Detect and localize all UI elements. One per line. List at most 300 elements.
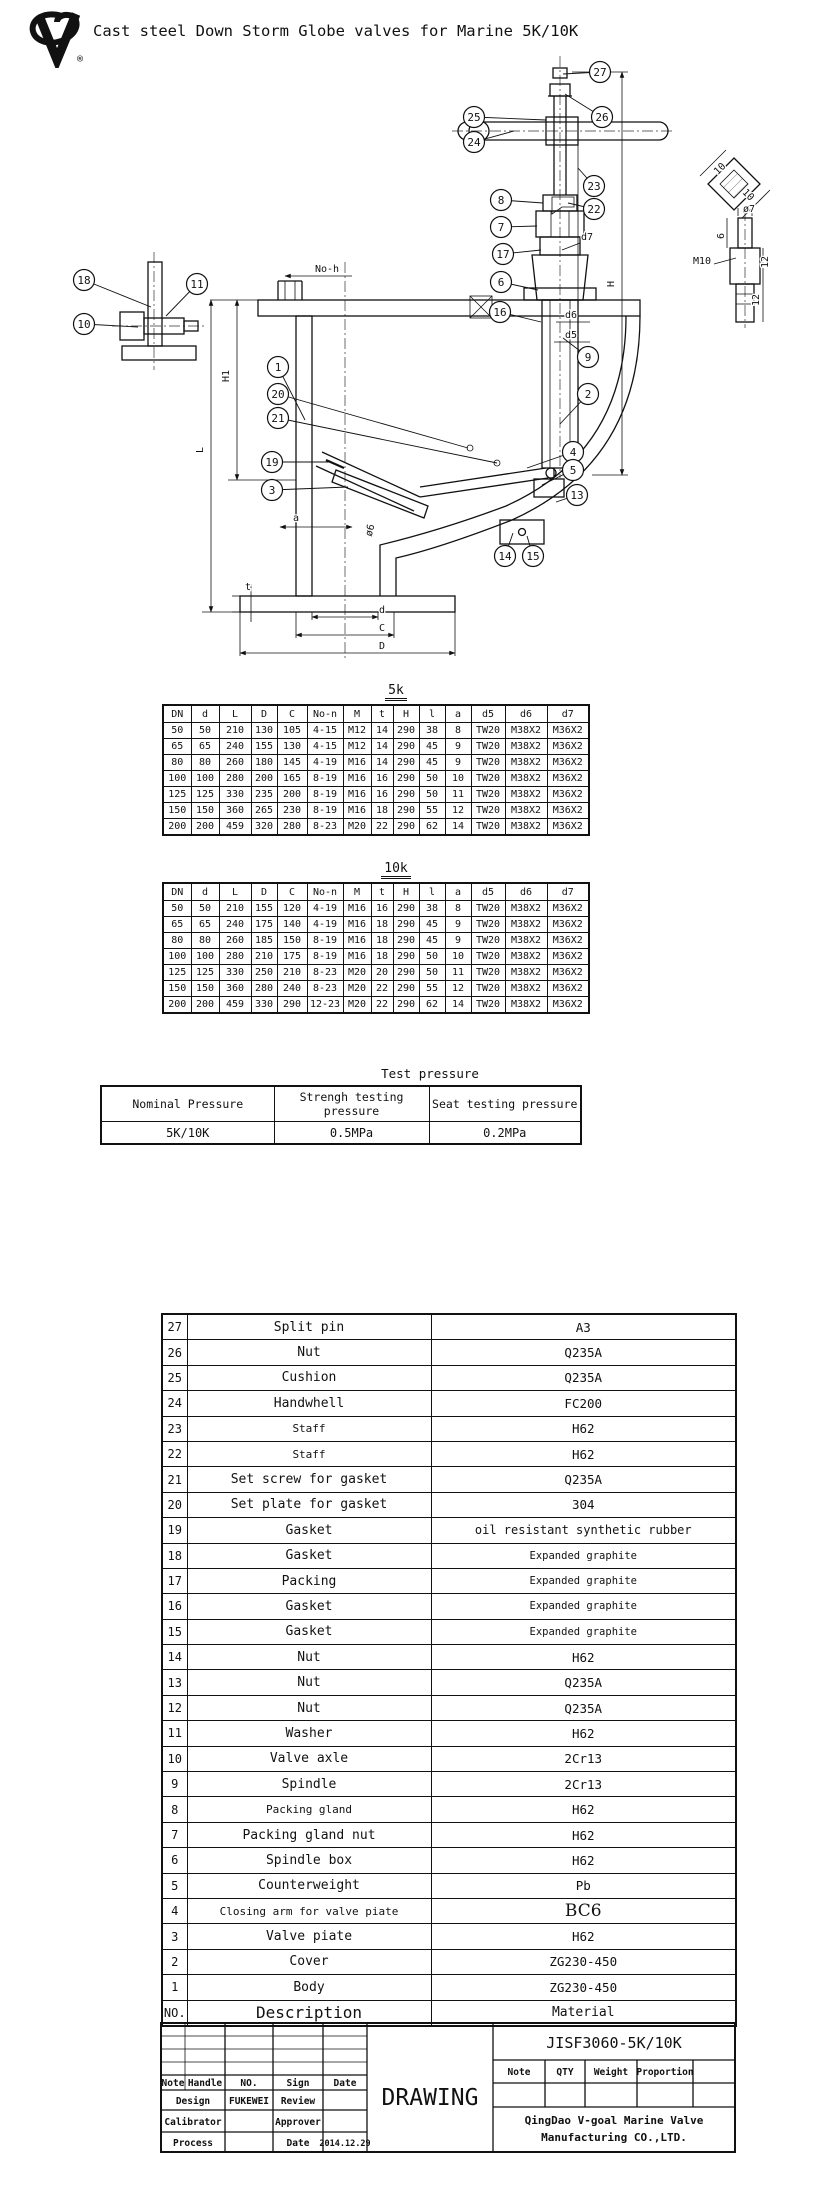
svg-text:15: 15 — [526, 549, 540, 563]
cell: 50 — [419, 771, 445, 787]
dim-label-10: 10 — [712, 161, 729, 178]
column-header: Seat testing pressure — [429, 1086, 581, 1122]
proportion-col-header: Proportion — [636, 2067, 694, 2078]
column-header: D — [251, 883, 277, 901]
column-header: d6 — [505, 705, 547, 723]
cell: Spindle — [187, 1772, 431, 1797]
cell: 200 — [251, 771, 277, 787]
svg-text:14: 14 — [498, 549, 512, 563]
cell: M36X2 — [547, 981, 589, 997]
cell: M38X2 — [505, 981, 547, 997]
table-row — [162, 1975, 736, 2000]
cell: H62 — [431, 1924, 736, 1949]
dim-label-12: 12 — [760, 255, 771, 269]
cell: Q235A — [431, 1340, 736, 1365]
dim-label-t: t — [244, 582, 252, 593]
cell: TW20 — [471, 787, 505, 803]
dim-label-M10: M10 — [692, 256, 712, 267]
note-col-header: Note — [507, 2067, 531, 2078]
svg-text:25: 25 — [467, 110, 481, 124]
cell: H62 — [431, 1721, 736, 1746]
table-row — [162, 1797, 736, 1822]
cell: 180 — [251, 755, 277, 771]
cell: M36X2 — [547, 949, 589, 965]
table-row — [163, 933, 589, 949]
cell: M38X2 — [505, 771, 547, 787]
cell: 14 — [371, 723, 393, 739]
cell: 50 — [419, 787, 445, 803]
cell: H62 — [431, 1822, 736, 1847]
column-header: C — [277, 883, 307, 901]
cell: 330 — [219, 787, 251, 803]
cell: 18 — [162, 1543, 187, 1568]
cell: M38X2 — [505, 819, 547, 836]
svg-text:18: 18 — [77, 273, 91, 287]
column-header: d5 — [471, 705, 505, 723]
cell: 45 — [419, 917, 445, 933]
no-header: NO. — [240, 2078, 258, 2089]
cell: 65 — [191, 739, 219, 755]
cell: 130 — [277, 739, 307, 755]
cell: 25 — [162, 1365, 187, 1390]
cell: 50 — [191, 901, 219, 917]
table-row — [162, 1365, 736, 1390]
cell: 165 — [277, 771, 307, 787]
cell: 304 — [431, 1492, 736, 1517]
cell: M36X2 — [547, 997, 589, 1014]
cell: M36X2 — [547, 917, 589, 933]
cell: M38X2 — [505, 917, 547, 933]
cell: 200 — [277, 787, 307, 803]
cell: 8-19 — [307, 949, 343, 965]
svg-text:16: 16 — [493, 305, 507, 319]
cell: 62 — [419, 819, 445, 836]
balloon-18 — [74, 270, 152, 308]
table-row — [162, 1441, 736, 1466]
cell: 16 — [371, 901, 393, 917]
table-row — [162, 1848, 736, 1873]
cell: A3 — [431, 1314, 736, 1340]
cell: 50 — [419, 949, 445, 965]
cell: M38X2 — [505, 723, 547, 739]
cell: 18 — [371, 933, 393, 949]
cell: 22 — [371, 997, 393, 1014]
cell: 4-19 — [307, 901, 343, 917]
balloon-21 — [268, 408, 498, 464]
parts-list-table — [161, 1313, 737, 2027]
cell: 10 — [162, 1746, 187, 1771]
cell: 16 — [162, 1594, 187, 1619]
cell: 290 — [393, 723, 419, 739]
cell: 8 — [445, 901, 471, 917]
cell: 185 — [251, 933, 277, 949]
table-row — [162, 1594, 736, 1619]
cell: 11 — [162, 1721, 187, 1746]
dim-label-C: C — [378, 623, 386, 634]
cell: 22 — [162, 1441, 187, 1466]
size-table-5k — [162, 704, 590, 836]
cell: 290 — [393, 933, 419, 949]
cell: M20 — [343, 965, 371, 981]
table-caption-5k: 5k — [352, 683, 440, 698]
column-header: t — [371, 883, 393, 901]
footer-cell: Material — [431, 2000, 736, 2026]
balloon-13 — [556, 485, 588, 506]
cell: 290 — [393, 981, 419, 997]
svg-text:22: 22 — [587, 202, 601, 216]
cell: 14 — [371, 739, 393, 755]
cell: M38X2 — [505, 739, 547, 755]
table-row — [162, 1873, 736, 1898]
cell: 125 — [191, 965, 219, 981]
cell: FC200 — [431, 1391, 736, 1416]
cell: M38X2 — [505, 901, 547, 917]
balloon-10 — [74, 314, 139, 335]
svg-text:7: 7 — [497, 220, 505, 234]
table-row — [162, 1518, 736, 1543]
column-header: Nominal Pressure — [101, 1086, 274, 1122]
table-row — [162, 1619, 736, 1644]
cell: 16 — [371, 787, 393, 803]
column-header: a — [445, 883, 471, 901]
cell: 45 — [419, 755, 445, 771]
cell: 175 — [251, 917, 277, 933]
page-title: Cast steel Down Storm Globe valves for Marine 5K/10K — [93, 22, 579, 40]
svg-text:6: 6 — [497, 275, 505, 289]
cell: 8-23 — [307, 819, 343, 836]
cell: 4-19 — [307, 755, 343, 771]
balloon-23 — [578, 168, 605, 197]
dim-label-D: D — [378, 641, 386, 652]
column-header: H — [393, 883, 419, 901]
cell: 290 — [393, 803, 419, 819]
cell: Q235A — [431, 1365, 736, 1390]
table-row — [163, 997, 589, 1014]
balloon-7 — [491, 217, 538, 238]
weight-col-header: Weight — [593, 2067, 629, 2078]
cell: ZG230-450 — [431, 1975, 736, 2000]
cell: 6 — [162, 1848, 187, 1873]
dim-label-d6: d6 — [564, 310, 578, 321]
cell: 20 — [162, 1492, 187, 1517]
cell: M16 — [343, 803, 371, 819]
cell: 8-23 — [307, 965, 343, 981]
table-row — [163, 739, 589, 755]
approver-label: Approver — [275, 2117, 321, 2128]
cell: 18 — [371, 803, 393, 819]
cell: 265 — [251, 803, 277, 819]
review-label: Review — [280, 2096, 316, 2107]
header-row — [163, 883, 589, 901]
cell: 290 — [393, 787, 419, 803]
column-header: l — [419, 705, 445, 723]
cell: 290 — [393, 997, 419, 1014]
cell: 100 — [163, 771, 191, 787]
valve-assembly-drawing — [0, 40, 830, 700]
table-row — [162, 1314, 736, 1340]
cell: Split pin — [187, 1314, 431, 1340]
cell: M16 — [343, 771, 371, 787]
cell: 4-15 — [307, 739, 343, 755]
cell: 21 — [162, 1467, 187, 1492]
cell: 280 — [251, 981, 277, 997]
cell: 8-19 — [307, 771, 343, 787]
cell: 8-19 — [307, 787, 343, 803]
table-row — [162, 1772, 736, 1797]
column-header: M — [343, 705, 371, 723]
cell: 14 — [162, 1645, 187, 1670]
note-header: Note — [161, 2078, 185, 2089]
cell: 280 — [219, 771, 251, 787]
cell: 150 — [191, 803, 219, 819]
header-row — [163, 705, 589, 723]
cell: 45 — [419, 933, 445, 949]
table-row — [162, 1467, 736, 1492]
cell: Pb — [431, 1873, 736, 1898]
cell: 130 — [251, 723, 277, 739]
cell: 8 — [445, 723, 471, 739]
cell: M12 — [343, 739, 371, 755]
table-row — [163, 917, 589, 933]
cell: H62 — [431, 1416, 736, 1441]
cell: 230 — [277, 803, 307, 819]
cell: 290 — [393, 771, 419, 787]
cell: Expanded graphite — [431, 1568, 736, 1593]
cell: TW20 — [471, 819, 505, 836]
svg-text:2: 2 — [584, 387, 592, 401]
cell: 12 — [445, 803, 471, 819]
column-header: DN — [163, 705, 191, 723]
design-label: Design — [175, 2096, 211, 2107]
drain-plug-detail — [120, 262, 198, 360]
cell: M16 — [343, 933, 371, 949]
cell: 260 — [219, 933, 251, 949]
cell: 11 — [445, 787, 471, 803]
svg-text:19: 19 — [265, 455, 279, 469]
column-header: D — [251, 705, 277, 723]
cell: 100 — [163, 949, 191, 965]
cell: M36X2 — [547, 723, 589, 739]
cell: 55 — [419, 981, 445, 997]
cell: 5K/10K — [101, 1122, 274, 1145]
svg-text:24: 24 — [467, 135, 481, 149]
dim-label-H: H — [606, 280, 617, 288]
cell: Spindle box — [187, 1848, 431, 1873]
table-row — [162, 1568, 736, 1593]
cell: H62 — [431, 1645, 736, 1670]
cell: Handwhell — [187, 1391, 431, 1416]
cell: M38X2 — [505, 755, 547, 771]
cell: M36X2 — [547, 965, 589, 981]
column-header: L — [219, 883, 251, 901]
cell: 13 — [162, 1670, 187, 1695]
cell: 150 — [163, 803, 191, 819]
cell: 210 — [219, 723, 251, 739]
cell: 12-23 — [307, 997, 343, 1014]
cell: 9 — [445, 933, 471, 949]
cell: 360 — [219, 803, 251, 819]
column-header: t — [371, 705, 393, 723]
cell: M36X2 — [547, 901, 589, 917]
cell: M16 — [343, 901, 371, 917]
cell: 145 — [277, 755, 307, 771]
svg-text:21: 21 — [271, 411, 285, 425]
cell: 330 — [219, 965, 251, 981]
cell: M16 — [343, 949, 371, 965]
cell: 80 — [163, 755, 191, 771]
cell: 8-19 — [307, 933, 343, 949]
cell: 0.2MPa — [429, 1122, 581, 1145]
table-row — [162, 1543, 736, 1568]
cell: 105 — [277, 723, 307, 739]
cell: M16 — [343, 755, 371, 771]
cell: Packing gland — [187, 1797, 431, 1822]
table-row — [162, 1949, 736, 1974]
cell: 125 — [163, 787, 191, 803]
cell: Staff — [187, 1416, 431, 1441]
cell: 12 — [162, 1695, 187, 1720]
cell: 2 — [162, 1949, 187, 1974]
cell: 290 — [277, 997, 307, 1014]
table-row — [163, 723, 589, 739]
cell: M16 — [343, 787, 371, 803]
svg-text:17: 17 — [496, 247, 510, 261]
sign-header: Sign — [286, 2078, 310, 2089]
cell: Set screw for gasket — [187, 1467, 431, 1492]
cell: ZG230-450 — [431, 1949, 736, 1974]
cell: 14 — [445, 819, 471, 836]
cell: 3 — [162, 1924, 187, 1949]
cell: 240 — [277, 981, 307, 997]
dim-label-6: 6 — [716, 232, 727, 240]
cell: 50 — [163, 901, 191, 917]
cell: 150 — [191, 981, 219, 997]
table-row — [162, 1695, 736, 1720]
cell: TW20 — [471, 965, 505, 981]
cell: M38X2 — [505, 965, 547, 981]
cell: 290 — [393, 755, 419, 771]
svg-text:5: 5 — [569, 463, 577, 477]
cell: 5 — [162, 1873, 187, 1898]
balloon-14 — [495, 533, 516, 567]
cell: 38 — [419, 901, 445, 917]
cell: M20 — [343, 981, 371, 997]
cell: M38X2 — [505, 933, 547, 949]
column-header: M — [343, 883, 371, 901]
company-name-line1: QingDao V-goal Marine Valve — [524, 2114, 704, 2127]
table-row — [162, 1822, 736, 1847]
cell: 19 — [162, 1518, 187, 1543]
column-header: l — [419, 883, 445, 901]
cell: M20 — [343, 997, 371, 1014]
balloon-25 — [464, 107, 547, 128]
cell: 38 — [419, 723, 445, 739]
cell: 150 — [163, 981, 191, 997]
cell: 16 — [371, 771, 393, 787]
column-header: Strengh testing pressure — [274, 1086, 429, 1122]
date-header: Date — [333, 2078, 357, 2089]
column-header: d — [191, 883, 219, 901]
table-row — [163, 803, 589, 819]
cell: 290 — [393, 917, 419, 933]
cell: 50 — [419, 965, 445, 981]
cell: 459 — [219, 819, 251, 836]
cell: 330 — [251, 997, 277, 1014]
cell: 14 — [445, 997, 471, 1014]
cell: 9 — [445, 739, 471, 755]
cell: 290 — [393, 819, 419, 836]
table-row — [162, 1492, 736, 1517]
cell: Expanded graphite — [431, 1619, 736, 1644]
cell: 155 — [251, 901, 277, 917]
cell: 459 — [219, 997, 251, 1014]
cell: Packing gland nut — [187, 1822, 431, 1847]
cell: Valve piate — [187, 1924, 431, 1949]
cell: 12 — [445, 981, 471, 997]
balloon-9 — [563, 338, 599, 368]
cell: 15 — [162, 1619, 187, 1644]
table-row — [163, 981, 589, 997]
table-row — [162, 1898, 736, 1923]
dim-label-d: d — [378, 605, 386, 616]
cell: 23 — [162, 1416, 187, 1441]
balloon-22 — [568, 199, 605, 220]
footer-cell: NO. — [162, 2000, 187, 2026]
cell: H62 — [431, 1848, 736, 1873]
cell: 4-15 — [307, 723, 343, 739]
cell: 65 — [163, 917, 191, 933]
table-row — [162, 1645, 736, 1670]
cell: 9 — [445, 755, 471, 771]
table-row — [162, 1670, 736, 1695]
cell: Expanded graphite — [431, 1594, 736, 1619]
balloon-11 — [166, 274, 208, 317]
table-row — [163, 949, 589, 965]
cell: 26 — [162, 1340, 187, 1365]
dim-label-a: a — [292, 513, 300, 524]
svg-text:20: 20 — [271, 387, 285, 401]
cell: 155 — [251, 739, 277, 755]
cell: 100 — [191, 771, 219, 787]
cell: M36X2 — [547, 739, 589, 755]
column-header: C — [277, 705, 307, 723]
svg-text:10: 10 — [77, 317, 91, 331]
table-row — [163, 771, 589, 787]
cell: TW20 — [471, 981, 505, 997]
table-row — [162, 1721, 736, 1746]
cell: 360 — [219, 981, 251, 997]
cell: 120 — [277, 901, 307, 917]
svg-text:27: 27 — [593, 65, 607, 79]
cell: Set plate for gasket — [187, 1492, 431, 1517]
cell: 290 — [393, 949, 419, 965]
cell: 10 — [445, 949, 471, 965]
table-row — [162, 1340, 736, 1365]
svg-text:13: 13 — [570, 488, 584, 502]
qty-col-header: QTY — [556, 2067, 574, 2078]
cell: TW20 — [471, 755, 505, 771]
cell: M36X2 — [547, 771, 589, 787]
balloon-16 — [490, 302, 542, 323]
cell: TW20 — [471, 997, 505, 1014]
cell: 290 — [393, 965, 419, 981]
svg-text:11: 11 — [190, 277, 204, 291]
date-label: Date — [286, 2138, 310, 2149]
dim-label-12: 12 — [751, 293, 762, 307]
cell: Q235A — [431, 1670, 736, 1695]
cell: 125 — [163, 965, 191, 981]
cell: Gasket — [187, 1619, 431, 1644]
